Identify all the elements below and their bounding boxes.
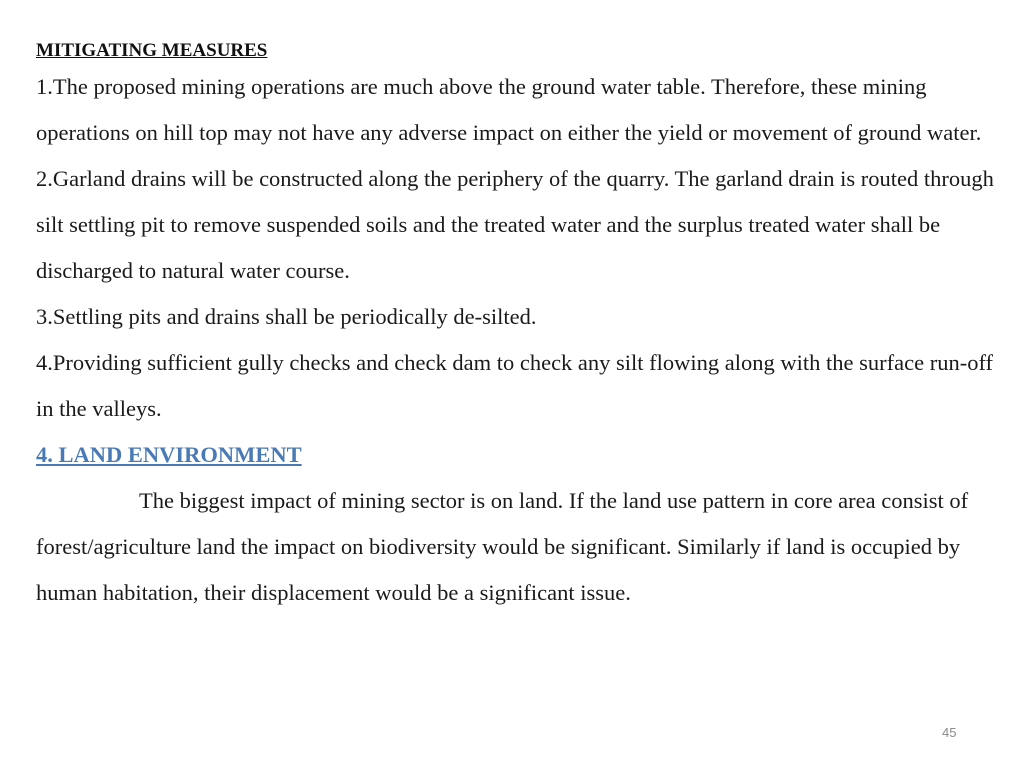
slide-content xyxy=(36,38,1006,616)
measure-item-4: 4.Providing sufficient gully checks and check dam to check any silt flowing along with the surface run-off in the valleys. xyxy=(36,350,994,421)
land-environment-paragraph xyxy=(36,478,1006,616)
land-environment-heading: 4. LAND ENVIRONMENT xyxy=(36,442,302,467)
measure-item-1: 1.The proposed mining operations are much above the ground water table. Therefore, these mining operations on hill top may not have any adverse impact on either the yield or movement of ground water. xyxy=(36,74,982,145)
land-environment-text: The biggest impact of mining sector is on land. If the land use pattern in core area consist of forest/agriculture land the impact on biodiversity would be significant. Similarly if land is occupied by human habitation, their displacement would be a significant issue. xyxy=(36,488,969,605)
page-number: 45 xyxy=(942,725,957,740)
measure-item-3: 3.Settling pits and drains shall be periodically de-silted. xyxy=(36,304,537,329)
measure-item-2: 2.Garland drains will be constructed along the periphery of the quarry. The garland drain is routed through silt settling pit to remove suspended soils and the treated water and the surplus treated water shall be discharged to natural water course. xyxy=(36,166,994,283)
mitigating-measures-heading: MITIGATING MEASURES xyxy=(36,40,268,61)
